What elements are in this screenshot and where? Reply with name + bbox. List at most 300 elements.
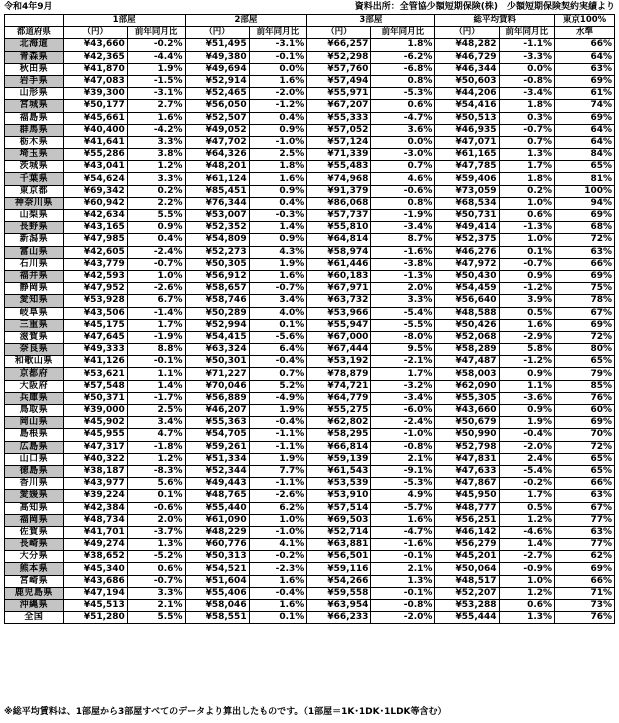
tokyo-level-cell: 64% <box>555 136 615 148</box>
rent-1room-cell: ¥38,187 <box>63 465 127 477</box>
change-average-cell: -0.7% <box>499 258 555 270</box>
table-row <box>5 478 615 490</box>
rent-3room-cell: ¥64,814 <box>307 234 371 246</box>
table-row <box>5 490 615 502</box>
rent-3room-cell: ¥78,879 <box>307 368 371 380</box>
table-row <box>5 197 615 209</box>
national-total-row <box>5 612 615 624</box>
rent-average-cell: ¥47,487 <box>435 356 499 368</box>
change-average-cell: -2.9% <box>499 331 555 343</box>
table-body <box>5 39 615 624</box>
change-2room-cell: -1.1% <box>249 429 307 441</box>
prefecture-cell: 愛知県 <box>5 295 64 307</box>
change-average-cell: 1.0% <box>499 197 555 209</box>
tokyo-level-cell: 69% <box>555 417 615 429</box>
change-3room-cell: -3.4% <box>371 222 435 234</box>
table-row <box>5 234 615 246</box>
table-row <box>5 465 615 477</box>
col-header-yoy: 前年同月比 <box>249 27 307 39</box>
change-1room-cell: 0.4% <box>127 234 185 246</box>
change-1room-cell: 1.1% <box>127 368 185 380</box>
change-2room-cell: 0.0% <box>249 63 307 75</box>
tokyo-level-cell: 80% <box>555 344 615 356</box>
table-row <box>5 368 615 380</box>
rent-3room-cell: ¥61,446 <box>307 258 371 270</box>
rent-average-cell: ¥58,003 <box>435 368 499 380</box>
change-1room-cell: 1.9% <box>127 63 185 75</box>
rent-average-cell: ¥47,633 <box>435 465 499 477</box>
table-row <box>5 51 615 63</box>
change-1room-cell: 5.6% <box>127 478 185 490</box>
table-row <box>5 149 615 161</box>
corner-cell <box>5 15 64 27</box>
change-3room-cell: 2.1% <box>371 453 435 465</box>
prefecture-cell: 東京都 <box>5 185 64 197</box>
change-2room-cell: -0.7% <box>249 283 307 295</box>
prefecture-cell: 長野県 <box>5 222 64 234</box>
tokyo-level-cell: 78% <box>555 295 615 307</box>
rent-average-cell: ¥53,288 <box>435 600 499 612</box>
rent-table <box>4 14 615 624</box>
change-3room-cell: -3.0% <box>371 149 435 161</box>
table-row <box>5 502 615 514</box>
rent-average-cell: ¥68,534 <box>435 197 499 209</box>
rent-1room-cell: ¥53,928 <box>63 295 127 307</box>
prefecture-cell: 栃木県 <box>5 136 64 148</box>
change-average-cell: 1.3% <box>499 149 555 161</box>
rent-2room-cell: ¥50,301 <box>185 356 249 368</box>
tokyo-level-cell: 77% <box>555 539 615 551</box>
change-2room-cell: -5.6% <box>249 331 307 343</box>
rent-3room-cell: ¥57,760 <box>307 63 371 75</box>
rent-average-cell: ¥50,990 <box>435 429 499 441</box>
table-row <box>5 161 615 173</box>
prefecture-cell: 香川県 <box>5 478 64 490</box>
change-3room-cell: -3.8% <box>371 258 435 270</box>
rent-2room-cell: ¥54,809 <box>185 234 249 246</box>
rent-average-cell: ¥56,279 <box>435 539 499 551</box>
tokyo-level-cell: 68% <box>555 222 615 234</box>
tokyo-level-cell: 64% <box>555 124 615 136</box>
table-row <box>5 222 615 234</box>
rent-2room-cell: ¥51,604 <box>185 575 249 587</box>
rent-3room-cell: ¥71,339 <box>307 149 371 161</box>
tokyo-level-cell: 73% <box>555 600 615 612</box>
change-2room-cell: -2.6% <box>249 490 307 502</box>
prefecture-cell: 宮崎県 <box>5 575 64 587</box>
rent-3room-cell: ¥67,444 <box>307 344 371 356</box>
change-average-cell: 1.0% <box>499 234 555 246</box>
rent-1room-cell: ¥43,660 <box>63 39 127 51</box>
change-2room-cell: 4.3% <box>249 246 307 258</box>
rent-average-cell: ¥48,282 <box>435 39 499 51</box>
change-1room-cell: 3.8% <box>127 149 185 161</box>
rent-3room-cell: ¥59,139 <box>307 453 371 465</box>
rent-2room-cell: ¥48,765 <box>185 490 249 502</box>
rent-1room-cell: ¥53,621 <box>63 368 127 380</box>
change-2room-cell: -0.4% <box>249 417 307 429</box>
change-average-cell: 1.7% <box>499 161 555 173</box>
rent-average-cell: ¥50,731 <box>435 210 499 222</box>
rent-average-cell: ¥48,588 <box>435 307 499 319</box>
tokyo-level-cell: 79% <box>555 368 615 380</box>
rent-1room-cell: ¥41,641 <box>63 136 127 148</box>
change-2room-cell: 0.9% <box>249 124 307 136</box>
total-rent-average-cell: ¥55,444 <box>435 612 499 624</box>
change-1room-cell: 3.3% <box>127 136 185 148</box>
col-header-pref: 都道府県 <box>5 27 64 39</box>
rent-3room-cell: ¥55,275 <box>307 405 371 417</box>
tokyo-level-cell: 75% <box>555 283 615 295</box>
rent-3room-cell: ¥59,116 <box>307 563 371 575</box>
table-row <box>5 526 615 538</box>
tokyo-level-cell: 72% <box>555 331 615 343</box>
rent-1room-cell: ¥49,333 <box>63 344 127 356</box>
rent-2room-cell: ¥49,052 <box>185 124 249 136</box>
rent-1room-cell: ¥57,548 <box>63 380 127 392</box>
rent-3room-cell: ¥52,298 <box>307 51 371 63</box>
rent-3room-cell: ¥57,737 <box>307 210 371 222</box>
prefecture-cell: 秋田県 <box>5 63 64 75</box>
tokyo-level-cell: 66% <box>555 39 615 51</box>
rent-3room-cell: ¥74,968 <box>307 173 371 185</box>
total-rent-2room-cell: ¥58,551 <box>185 612 249 624</box>
tokyo-level-cell: 100% <box>555 185 615 197</box>
rent-2room-cell: ¥54,705 <box>185 429 249 441</box>
change-1room-cell: 8.8% <box>127 344 185 356</box>
change-3room-cell: -5.5% <box>371 319 435 331</box>
rent-3room-cell: ¥66,257 <box>307 39 371 51</box>
table-row <box>5 88 615 100</box>
total-change-average-cell: 1.3% <box>499 612 555 624</box>
rent-average-cell: ¥50,603 <box>435 75 499 87</box>
change-2room-cell: 0.9% <box>249 234 307 246</box>
change-3room-cell: 3.6% <box>371 124 435 136</box>
change-average-cell: -0.8% <box>499 75 555 87</box>
change-average-cell: 0.6% <box>499 600 555 612</box>
change-3room-cell: -1.0% <box>371 429 435 441</box>
change-1room-cell: 3.4% <box>127 417 185 429</box>
prefecture-cell: 茨城県 <box>5 161 64 173</box>
rent-2room-cell: ¥53,007 <box>185 210 249 222</box>
rent-3room-cell: ¥61,543 <box>307 465 371 477</box>
rent-average-cell: ¥54,459 <box>435 283 499 295</box>
tokyo-level-cell: 65% <box>555 356 615 368</box>
rent-2room-cell: ¥50,313 <box>185 551 249 563</box>
table-row <box>5 75 615 87</box>
rent-average-cell: ¥50,513 <box>435 112 499 124</box>
table-row <box>5 417 615 429</box>
tokyo-level-cell: 71% <box>555 587 615 599</box>
rent-2room-cell: ¥76,344 <box>185 197 249 209</box>
change-3room-cell: -0.8% <box>371 441 435 453</box>
rent-2room-cell: ¥55,406 <box>185 587 249 599</box>
rent-average-cell: ¥44,206 <box>435 88 499 100</box>
total-change-1room-cell: 5.5% <box>127 612 185 624</box>
rent-1room-cell: ¥49,274 <box>63 539 127 551</box>
table-row <box>5 405 615 417</box>
change-1room-cell: -2.6% <box>127 283 185 295</box>
change-1room-cell: 0.1% <box>127 490 185 502</box>
change-average-cell: -0.7% <box>499 124 555 136</box>
change-average-cell: 1.2% <box>499 587 555 599</box>
change-2room-cell: 1.9% <box>249 453 307 465</box>
change-2room-cell: 1.6% <box>249 270 307 282</box>
rent-1room-cell: ¥45,955 <box>63 429 127 441</box>
tokyo-level-cell: 65% <box>555 453 615 465</box>
rent-3room-cell: ¥63,954 <box>307 600 371 612</box>
change-2room-cell: -3.1% <box>249 39 307 51</box>
change-3room-cell: -4.7% <box>371 112 435 124</box>
rent-1room-cell: ¥69,342 <box>63 185 127 197</box>
table-row <box>5 429 615 441</box>
tokyo-level-cell: 76% <box>555 392 615 404</box>
total-prefecture-cell: 全国 <box>5 612 64 624</box>
rent-average-cell: ¥46,729 <box>435 51 499 63</box>
rent-3room-cell: ¥55,947 <box>307 319 371 331</box>
rent-2room-cell: ¥63,324 <box>185 344 249 356</box>
table-row <box>5 124 615 136</box>
rent-2room-cell: ¥55,363 <box>185 417 249 429</box>
rent-2room-cell: ¥49,694 <box>185 63 249 75</box>
change-2room-cell: 4.0% <box>249 307 307 319</box>
change-2room-cell: 1.0% <box>249 514 307 526</box>
change-average-cell: 0.3% <box>499 112 555 124</box>
rent-3room-cell: ¥58,295 <box>307 429 371 441</box>
rent-1room-cell: ¥47,317 <box>63 441 127 453</box>
rent-1room-cell: ¥43,686 <box>63 575 127 587</box>
rent-2room-cell: ¥52,914 <box>185 75 249 87</box>
table-row <box>5 270 615 282</box>
table-row <box>5 295 615 307</box>
change-3room-cell: -6.8% <box>371 63 435 75</box>
change-1room-cell: 3.3% <box>127 173 185 185</box>
tokyo-level-cell: 70% <box>555 429 615 441</box>
prefecture-cell: 岡山県 <box>5 417 64 429</box>
rent-2room-cell: ¥50,289 <box>185 307 249 319</box>
rent-1room-cell: ¥42,593 <box>63 270 127 282</box>
rent-2room-cell: ¥52,273 <box>185 246 249 258</box>
change-3room-cell: -0.6% <box>371 185 435 197</box>
rent-average-cell: ¥49,414 <box>435 222 499 234</box>
change-2room-cell: 6.4% <box>249 344 307 356</box>
rent-3room-cell: ¥67,207 <box>307 100 371 112</box>
table-row <box>5 575 615 587</box>
rent-1room-cell: ¥43,977 <box>63 478 127 490</box>
change-1room-cell: -8.3% <box>127 465 185 477</box>
change-1room-cell: -3.7% <box>127 526 185 538</box>
prefecture-cell: 長崎県 <box>5 539 64 551</box>
rent-3room-cell: ¥55,810 <box>307 222 371 234</box>
change-1room-cell: 6.7% <box>127 295 185 307</box>
change-3room-cell: -1.9% <box>371 210 435 222</box>
change-average-cell: 3.9% <box>499 295 555 307</box>
change-3room-cell: 4.6% <box>371 173 435 185</box>
group-header-row <box>5 15 615 27</box>
rent-2room-cell: ¥51,334 <box>185 453 249 465</box>
tokyo-level-cell: 63% <box>555 63 615 75</box>
col-header-yen: （円） <box>435 27 499 39</box>
rent-3room-cell: ¥53,192 <box>307 356 371 368</box>
rent-2room-cell: ¥71,227 <box>185 368 249 380</box>
rent-3room-cell: ¥59,558 <box>307 587 371 599</box>
change-average-cell: -0.9% <box>499 563 555 575</box>
change-1room-cell: -0.2% <box>127 39 185 51</box>
change-3room-cell: 8.7% <box>371 234 435 246</box>
rent-1room-cell: ¥47,985 <box>63 234 127 246</box>
change-1room-cell: 2.0% <box>127 514 185 526</box>
table-row <box>5 39 615 51</box>
change-average-cell: 1.1% <box>499 380 555 392</box>
rent-2room-cell: ¥58,746 <box>185 295 249 307</box>
prefecture-cell: 福島県 <box>5 112 64 124</box>
col-header-yen: （円） <box>307 27 371 39</box>
change-3room-cell: -1.6% <box>371 539 435 551</box>
rent-average-cell: ¥47,867 <box>435 478 499 490</box>
prefecture-cell: 滋賀県 <box>5 331 64 343</box>
change-average-cell: -1.2% <box>499 283 555 295</box>
total-change-2room-cell: 0.1% <box>249 612 307 624</box>
rent-average-cell: ¥45,201 <box>435 551 499 563</box>
rent-1room-cell: ¥45,340 <box>63 563 127 575</box>
table-row <box>5 173 615 185</box>
rent-2room-cell: ¥54,415 <box>185 331 249 343</box>
rent-average-cell: ¥48,777 <box>435 502 499 514</box>
change-1room-cell: 1.4% <box>127 380 185 392</box>
change-average-cell: 0.7% <box>499 136 555 148</box>
prefecture-cell: 島根県 <box>5 429 64 441</box>
group-header-tokyo: 東京100% <box>555 15 615 27</box>
rent-1room-cell: ¥45,175 <box>63 319 127 331</box>
rent-1room-cell: ¥41,870 <box>63 63 127 75</box>
report-date: 令和4年9月 <box>4 2 53 12</box>
table-row <box>5 453 615 465</box>
change-average-cell: -1.3% <box>499 222 555 234</box>
change-average-cell: 0.6% <box>499 210 555 222</box>
rent-2room-cell: ¥52,352 <box>185 222 249 234</box>
rent-3room-cell: ¥57,124 <box>307 136 371 148</box>
rent-1room-cell: ¥43,041 <box>63 161 127 173</box>
change-3room-cell: -9.1% <box>371 465 435 477</box>
rent-average-cell: ¥73,059 <box>435 185 499 197</box>
prefecture-cell: 三重県 <box>5 319 64 331</box>
change-2room-cell: 1.9% <box>249 405 307 417</box>
table-row <box>5 210 615 222</box>
change-2room-cell: 1.6% <box>249 173 307 185</box>
change-2room-cell: -2.3% <box>249 563 307 575</box>
prefecture-cell: 大分県 <box>5 551 64 563</box>
rent-average-cell: ¥50,426 <box>435 319 499 331</box>
tokyo-level-cell: 66% <box>555 575 615 587</box>
tokyo-level-cell: 94% <box>555 197 615 209</box>
change-2room-cell: 1.6% <box>249 75 307 87</box>
rent-2room-cell: ¥58,657 <box>185 283 249 295</box>
change-3room-cell: -3.2% <box>371 380 435 392</box>
prefecture-cell: 鳥取県 <box>5 405 64 417</box>
tokyo-level-cell: 69% <box>555 210 615 222</box>
prefecture-cell: 宮城県 <box>5 100 64 112</box>
change-3room-cell: -6.0% <box>371 405 435 417</box>
rent-average-cell: ¥47,972 <box>435 258 499 270</box>
change-1room-cell: 5.5% <box>127 210 185 222</box>
change-average-cell: 1.2% <box>499 514 555 526</box>
rent-3room-cell: ¥64,779 <box>307 392 371 404</box>
change-average-cell: 1.8% <box>499 173 555 185</box>
change-3room-cell: -3.4% <box>371 392 435 404</box>
change-1room-cell: -0.7% <box>127 258 185 270</box>
change-3room-cell: -5.3% <box>371 478 435 490</box>
prefecture-cell: 岐阜県 <box>5 307 64 319</box>
rent-average-cell: ¥58,289 <box>435 344 499 356</box>
prefecture-cell: 神奈川県 <box>5 197 64 209</box>
change-3room-cell: 3.3% <box>371 295 435 307</box>
rent-1room-cell: ¥42,365 <box>63 51 127 63</box>
change-average-cell: -0.2% <box>499 478 555 490</box>
rent-2room-cell: ¥64,326 <box>185 149 249 161</box>
tokyo-level-cell: 67% <box>555 307 615 319</box>
change-2room-cell: -1.2% <box>249 100 307 112</box>
change-average-cell: 1.6% <box>499 319 555 331</box>
prefecture-cell: 千葉県 <box>5 173 64 185</box>
rent-2room-cell: ¥51,495 <box>185 39 249 51</box>
change-3room-cell: -2.1% <box>371 356 435 368</box>
rent-2room-cell: ¥47,702 <box>185 136 249 148</box>
change-1room-cell: 1.2% <box>127 453 185 465</box>
table-row <box>5 514 615 526</box>
change-3room-cell: -6.2% <box>371 51 435 63</box>
rent-1room-cell: ¥42,384 <box>63 502 127 514</box>
tokyo-level-cell: 61% <box>555 88 615 100</box>
change-2room-cell: 7.7% <box>249 465 307 477</box>
change-3room-cell: -0.8% <box>371 600 435 612</box>
rent-average-cell: ¥46,142 <box>435 526 499 538</box>
rent-2room-cell: ¥58,046 <box>185 600 249 612</box>
change-average-cell: 1.4% <box>499 539 555 551</box>
prefecture-cell: 静岡県 <box>5 283 64 295</box>
tokyo-level-cell: 63% <box>555 526 615 538</box>
rent-1room-cell: ¥43,165 <box>63 222 127 234</box>
change-1room-cell: -4.2% <box>127 124 185 136</box>
rent-2room-cell: ¥52,507 <box>185 112 249 124</box>
change-3room-cell: -5.4% <box>371 307 435 319</box>
rent-average-cell: ¥46,935 <box>435 124 499 136</box>
change-average-cell: 2.4% <box>499 453 555 465</box>
change-3room-cell: -0.1% <box>371 551 435 563</box>
change-average-cell: -2.0% <box>499 441 555 453</box>
rent-3room-cell: ¥63,881 <box>307 539 371 551</box>
change-average-cell: -3.6% <box>499 392 555 404</box>
footnote: ※総平均賃料は、1部屋から3部屋すべてのデータより算出したものです。（1部屋＝1K･1DK･1LDK等含む） <box>4 707 447 717</box>
rent-3room-cell: ¥86,068 <box>307 197 371 209</box>
change-1room-cell: -1.8% <box>127 441 185 453</box>
rent-1room-cell: ¥41,126 <box>63 356 127 368</box>
change-3room-cell: 0.8% <box>371 75 435 87</box>
change-1room-cell: 1.7% <box>127 319 185 331</box>
rent-3room-cell: ¥57,052 <box>307 124 371 136</box>
change-1room-cell: 0.2% <box>127 185 185 197</box>
col-header-yoy: 前年同月比 <box>499 27 555 39</box>
tokyo-level-cell: 69% <box>555 563 615 575</box>
rent-average-cell: ¥50,064 <box>435 563 499 575</box>
prefecture-cell: 徳島県 <box>5 465 64 477</box>
change-1room-cell: 2.2% <box>127 197 185 209</box>
rent-3room-cell: ¥55,333 <box>307 112 371 124</box>
change-3room-cell: -0.1% <box>371 587 435 599</box>
rent-2room-cell: ¥56,050 <box>185 100 249 112</box>
tokyo-level-cell: 64% <box>555 51 615 63</box>
change-average-cell: -0.4% <box>499 429 555 441</box>
rent-2room-cell: ¥55,440 <box>185 502 249 514</box>
